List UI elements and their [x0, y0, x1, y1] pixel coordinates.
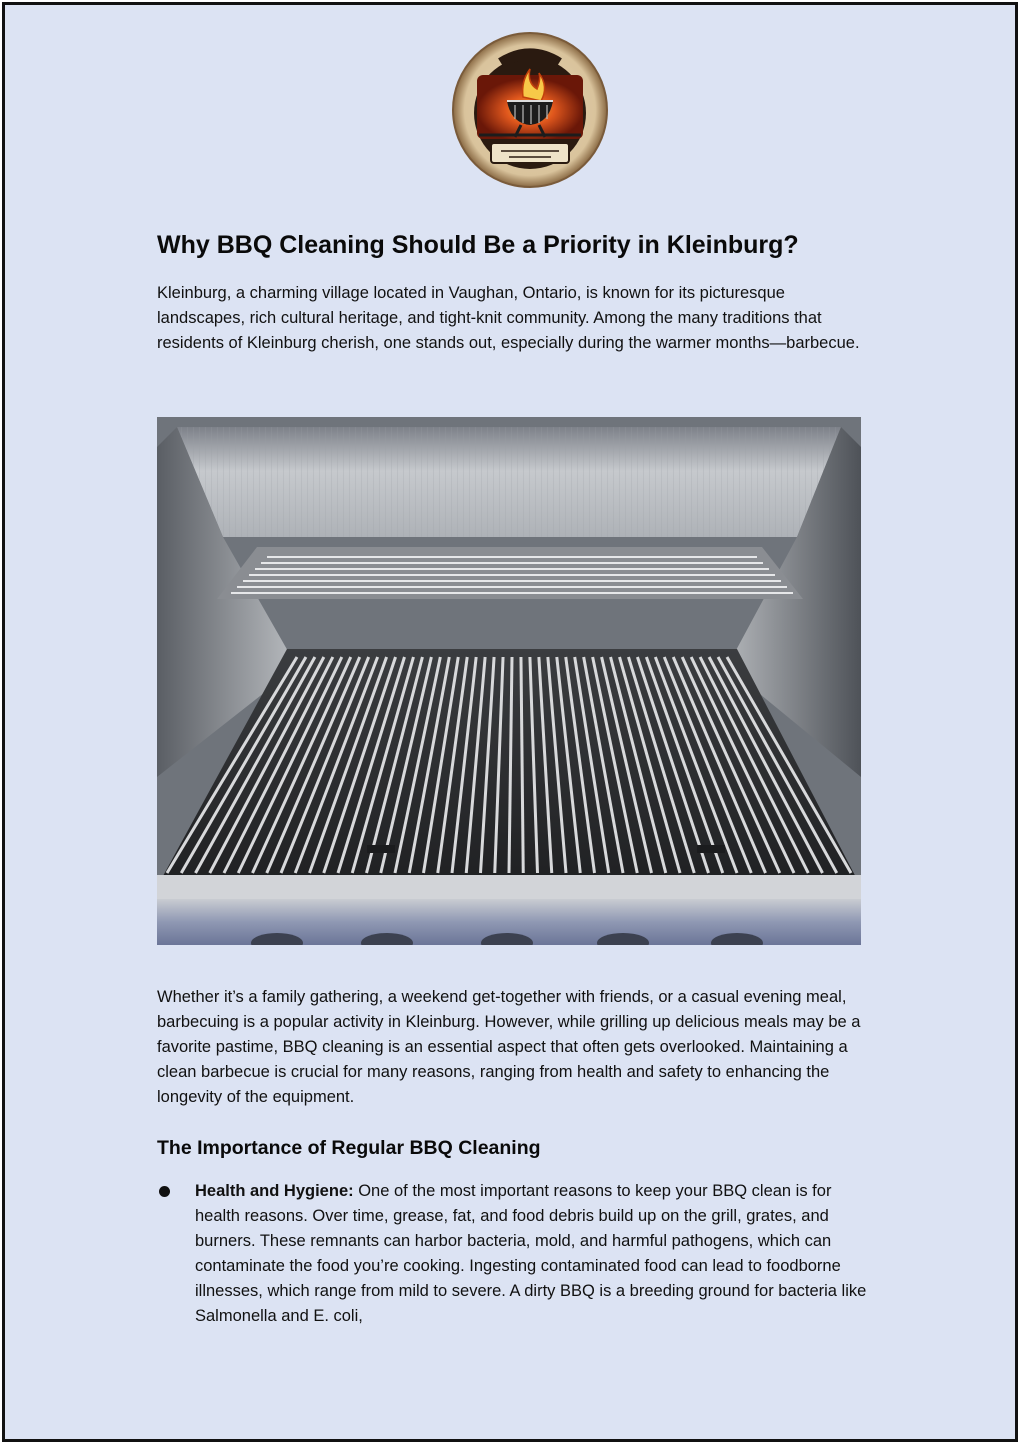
grill-guardians-logo: [451, 31, 609, 189]
article-title: Why BBQ Cleaning Should Be a Priority in Kleinburg?: [157, 231, 799, 259]
section-heading: The Importance of Regular BBQ Cleaning: [157, 1137, 541, 1159]
clean-grill-photo: [157, 417, 861, 945]
bullet-body: One of the most important reasons to keep your BBQ clean is for health reasons. Over time, grease, fat, and food debris build up on the grill, grates, and burners. These remnants can harbor bacteria, mold, and harmful pathogens, which can contaminate the food you’re cooking. Ingesting contaminated food can lead to foodborne illnesses, which range from mild to severe. A dirty BBQ is a breeding ground for bacteria like Salmonella and E. coli,: [195, 1182, 867, 1325]
bullet-icon: [159, 1186, 170, 1197]
bullet-text: [195, 1179, 879, 1329]
intro-paragraph: Kleinburg, a charming village located in Vaughan, Ontario, is known for its picturesque landscapes, rich cultural heritage, and tight-knit community. Among the many traditions that residents of Kleinburg cherish, one stands out, especially during the warmer months—barbecue.: [157, 284, 860, 352]
bullet-label: Health and Hygiene:: [195, 1182, 354, 1200]
body-paragraph: Whether it’s a family gathering, a weekend get-together with friends, or a casual evening meal, barbecuing is a popular activity in Kleinburg. However, while grilling up delicious meals may be a favorite pastime, BBQ cleaning is an essential aspect that often gets overlooked. Maintaining a clean barbecue is crucial for many reasons, ranging from health and safety to enhancing the longevity of the equipment.: [157, 988, 861, 1106]
document-page: [2, 2, 1018, 1442]
